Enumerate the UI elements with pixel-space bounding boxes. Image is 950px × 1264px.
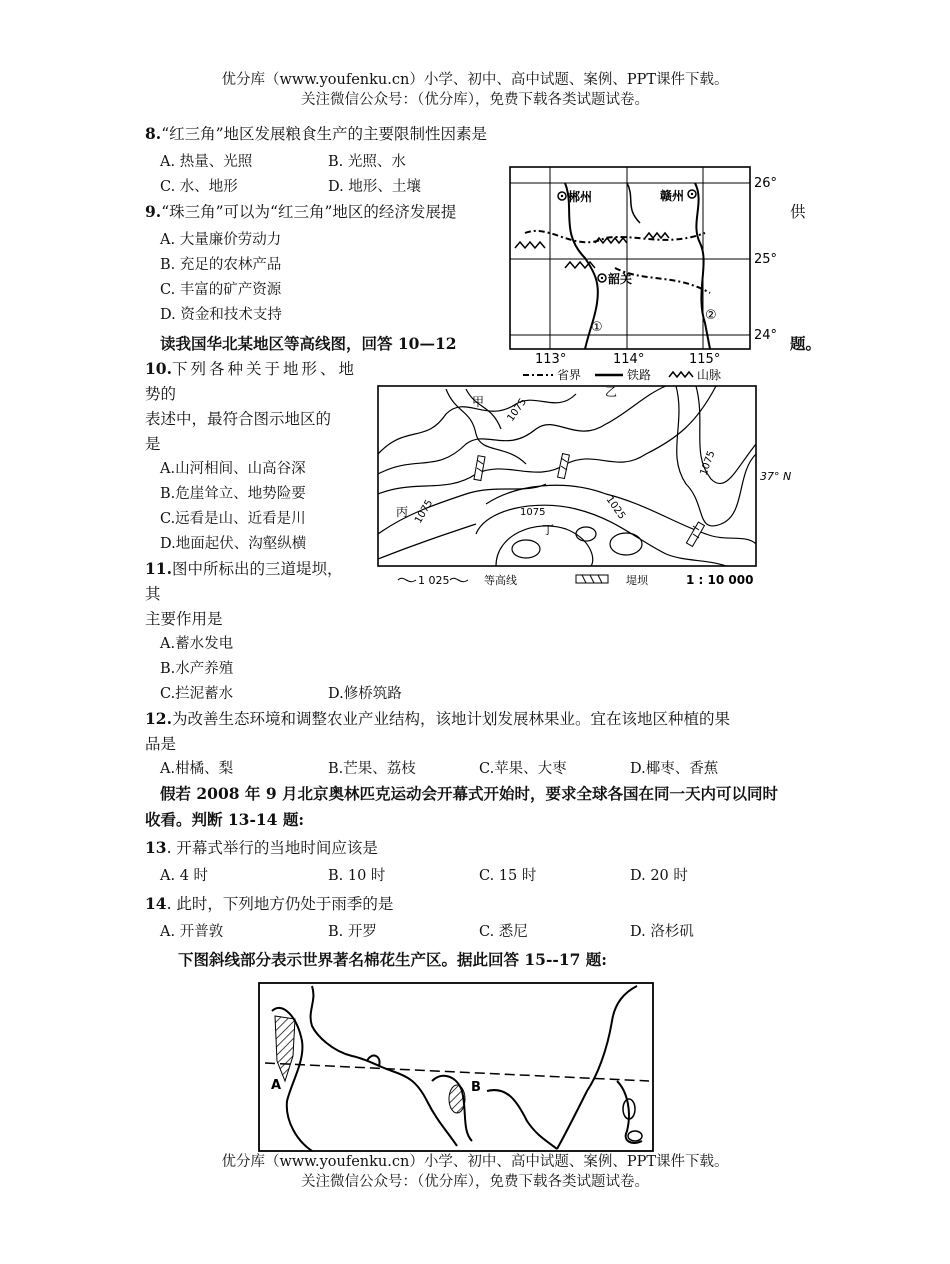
lon-label: 114° [613, 352, 645, 367]
question-text-line: 下列各种关于地形、地 [171, 360, 357, 378]
map-red-triangle [505, 163, 790, 385]
question-number: 8. [145, 124, 162, 143]
cotton-region-map [257, 981, 655, 1153]
question-12 [145, 707, 730, 729]
header-line-2: 关注微信公众号：（优分库），免费下载各类试题试卷。 [301, 92, 649, 108]
question-number: 13 [145, 838, 167, 857]
option-14c: C. 悉尼 [479, 924, 528, 940]
question-number: 9. [145, 202, 162, 221]
option-12a: A.柑橘、梨 [160, 761, 234, 777]
lat-label: 37° N [760, 470, 792, 483]
option-13a: A. 4 时 [160, 868, 209, 884]
option-9b: B. 充足的农林产品 [160, 257, 282, 273]
lat-label: 24° [754, 328, 778, 343]
option-13c: C. 15 时 [479, 868, 537, 884]
option-10d: D.地面起伏、沟壑纵横 [160, 536, 307, 552]
option-10b: B.危崖耸立、地势险要 [160, 486, 306, 502]
option-9a: A. 大量廉价劳动力 [160, 232, 282, 248]
footer-line-2: 关注微信公众号：（优分库），免费下载各类试题试卷。 [301, 1174, 649, 1190]
question-number: 10. [145, 359, 172, 378]
question-text-line: 是 [145, 435, 161, 453]
question-number: 11. [145, 559, 172, 578]
option-11a: A.蓄水发电 [160, 636, 234, 652]
question-9-tail: 供 [790, 203, 806, 221]
header-line-1: 优分库（www.youfenku.cn）小学、初中、高中试题、案例、PPT课件下载。 [221, 72, 729, 88]
legend-label: 省界 [557, 368, 582, 382]
section-intro-13-14-line2: 收看。判断 13-14 题: [145, 810, 305, 829]
question-13 [145, 836, 378, 858]
option-9d: D. 资金和技术支持 [160, 307, 282, 323]
option-11b: B.水产养殖 [160, 661, 234, 677]
option-10a: A.山河相间、山高谷深 [160, 461, 306, 477]
lat-label: 26° [754, 176, 778, 191]
option-8b: B. 光照、水 [328, 154, 406, 170]
question-text: “红三角”地区发展粮食生产的主要限制性因素是 [161, 125, 488, 143]
legend-contour-value: 1 025 [418, 574, 450, 587]
section-intro-10-12: 读我国华北某地区等高线图，回答 10—12 [160, 334, 457, 353]
question-text: . 开幕式举行的当地时间应该是 [166, 839, 378, 857]
footer-line-1: 优分库（www.youfenku.cn）小学、初中、高中试题、案例、PPT课件下载。 [221, 1154, 729, 1170]
section-intro-15-17: 下图斜线部分表示世界著名棉花生产区。据此回答 15--17 题: [178, 950, 608, 969]
section-intro-13-14: 假若 2008 年 9 月北京奥林匹克运动会开幕式开始时，要求全球各国在同一天内可以同时 [160, 784, 779, 803]
option-8d: D. 地形、土壤 [328, 179, 421, 195]
option-12d: D.椰枣、香蕉 [630, 761, 719, 777]
lon-label: 113° [535, 352, 567, 367]
option-9c: C. 丰富的矿产资源 [160, 282, 282, 298]
question-text: . 此时，下列地方仍处于雨季的是 [166, 895, 394, 913]
question-11 [145, 557, 342, 579]
question-text-line: 其 [145, 585, 161, 603]
question-text-line: 为改善生态环境和调整农业产业结构，该地计划发展林果业。宜在该地区种植的果 [171, 710, 730, 728]
option-11d: D.修桥筑路 [328, 686, 402, 702]
region-label-a: A [271, 1078, 282, 1093]
place-label: 甲 [472, 395, 485, 409]
lat-label: 25° [754, 252, 778, 267]
scale-label: 1 : 10 000 [686, 573, 754, 587]
place-label: 乙 [605, 385, 618, 399]
option-10c: C.远看是山、近看是川 [160, 511, 306, 527]
marker-label: ① [591, 320, 603, 335]
option-14b: B. 开罗 [328, 924, 377, 940]
city-label: 韶关 [608, 272, 633, 286]
option-8a: A. 热量、光照 [160, 154, 253, 170]
question-number: 12. [145, 709, 172, 728]
legend-label: 山脉 [697, 368, 722, 382]
contour-label: 1075 [505, 396, 530, 424]
legend-label: 堤坝 [626, 574, 648, 587]
marker-label: ② [705, 308, 717, 323]
city-label: 赣州 [660, 189, 685, 203]
place-label: 丁 [542, 523, 555, 537]
place-label: 丙 [396, 505, 409, 519]
legend-label: 铁路 [627, 368, 652, 382]
option-13d: D. 20 时 [630, 868, 688, 884]
lon-label: 115° [689, 352, 721, 367]
question-text-line: 表述中，最符合图示地区的 [145, 410, 332, 428]
contour-label: 1075 [698, 449, 718, 478]
region-label-b: B [471, 1080, 481, 1095]
question-8 [145, 122, 487, 144]
question-text-line: 势的 [145, 385, 177, 403]
option-12b: B.芒果、荔枝 [328, 761, 416, 777]
option-11c: C.拦泥蓄水 [160, 686, 234, 702]
question-text-line: 主要作用是 [145, 610, 223, 628]
question-text-line: 图中所标出的三道堤坝， [171, 560, 343, 578]
option-14d: D. 洛杉矶 [630, 924, 694, 940]
question-9 [145, 200, 456, 222]
contour-label: 1075 [413, 497, 436, 526]
option-8c: C. 水、地形 [160, 179, 238, 195]
option-13b: B. 10 时 [328, 868, 386, 884]
option-14a: A. 开普敦 [160, 924, 224, 940]
legend-label: 等高线 [484, 574, 517, 587]
question-text-line: 品是 [145, 735, 177, 753]
question-number: 14 [145, 894, 167, 913]
question-10 [145, 357, 357, 379]
contour-label: 1025 [603, 494, 628, 522]
section-intro-tail: 题。 [790, 334, 822, 353]
contour-label: 1075 [520, 507, 546, 518]
city-label: 郴州 [568, 190, 593, 204]
option-12c: C.苹果、大枣 [479, 761, 567, 777]
question-text: “珠三角”可以为“红三角”地区的经济发展提 [161, 203, 457, 221]
contour-map [376, 384, 796, 592]
question-14 [145, 892, 393, 914]
